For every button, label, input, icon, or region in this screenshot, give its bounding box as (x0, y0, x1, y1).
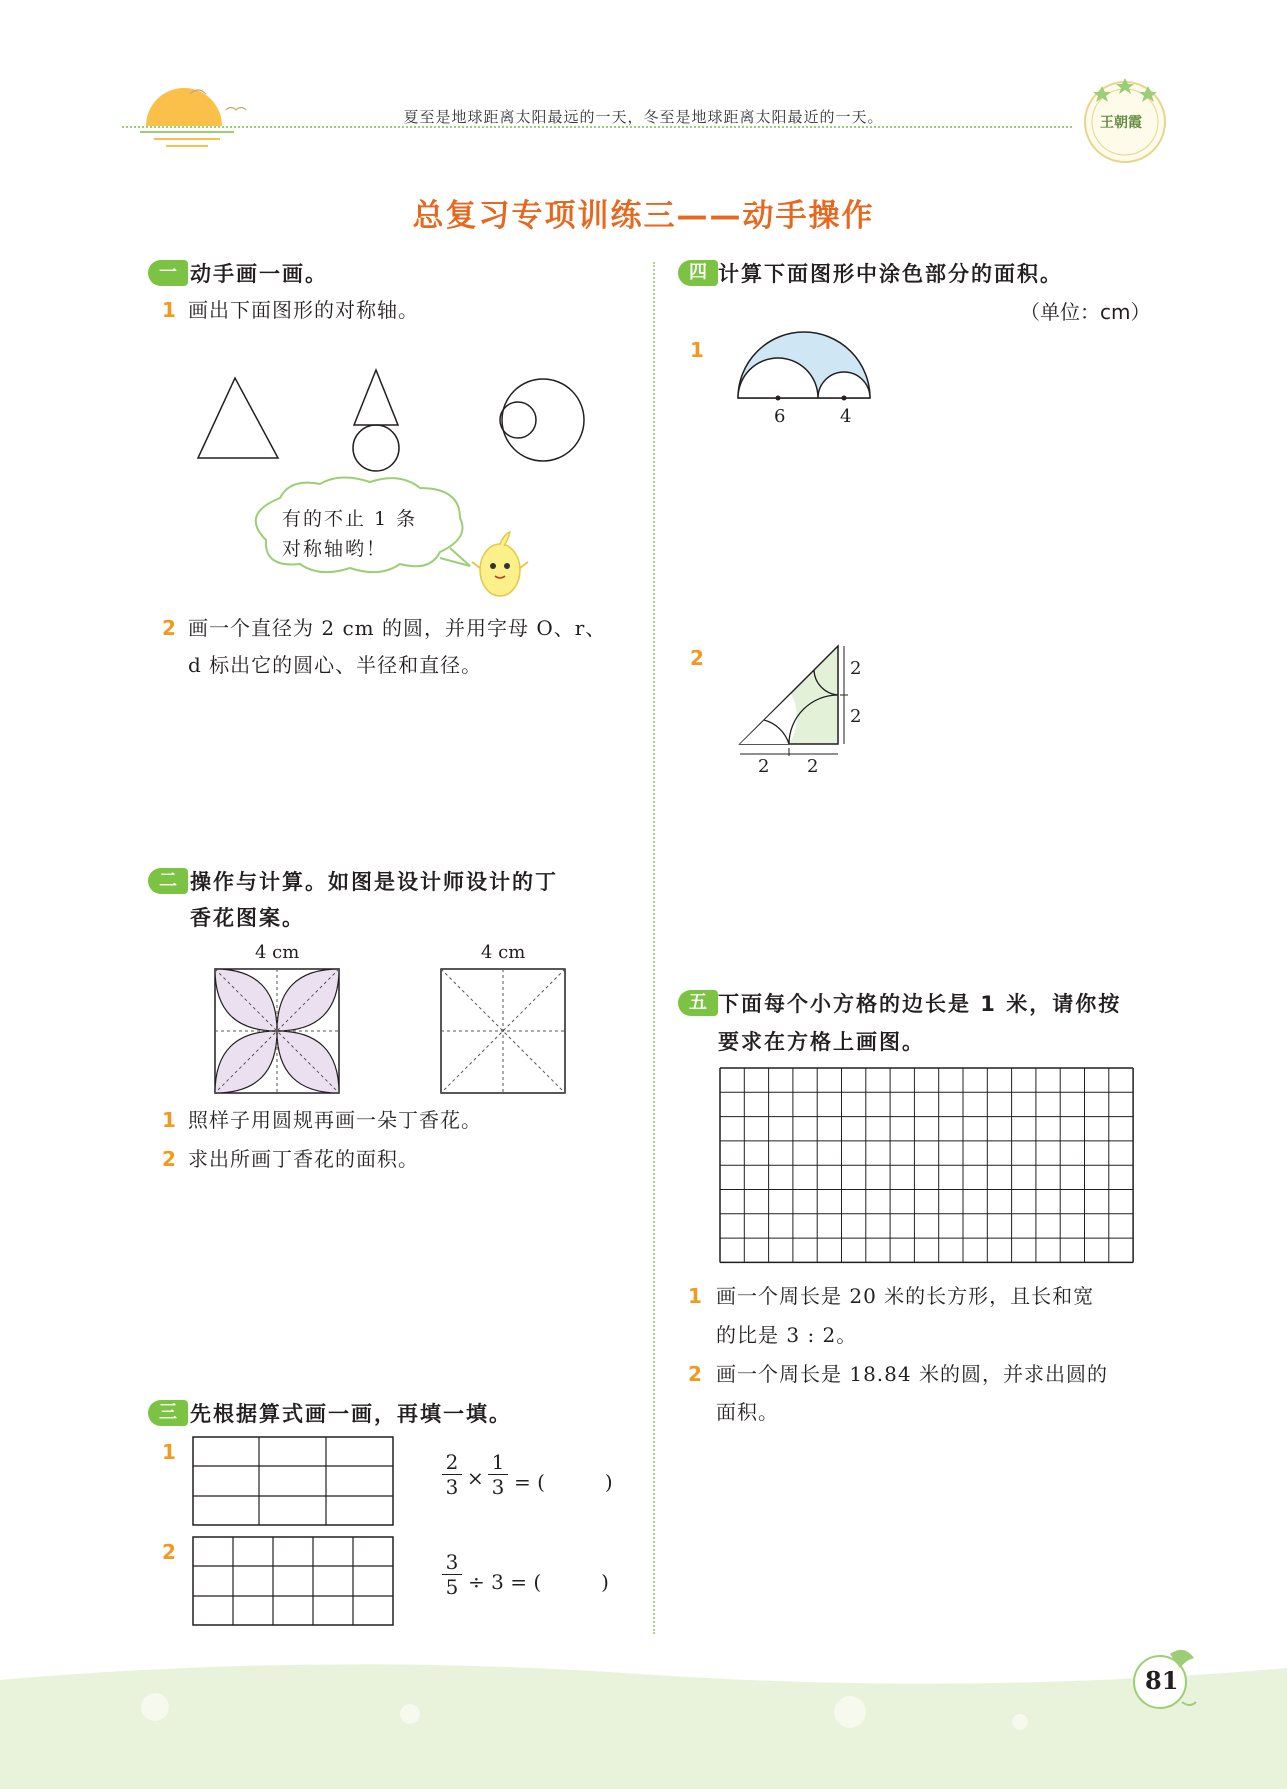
section-2-title-line-1: 操作与计算。如图是设计师设计的丁 (190, 870, 558, 894)
dimension-label: 2 (758, 756, 770, 777)
fraction: 2 3 (442, 1450, 462, 1499)
section-badge-3: 三 (148, 1400, 188, 1426)
section-badge-2: 二 (148, 868, 188, 894)
footer-wave-decoration (0, 1652, 1287, 1789)
section-2-title-line-2: 香花图案。 (190, 906, 305, 930)
bubble-text-line-2: 对称轴哟！ (282, 538, 388, 560)
s1-question-1: 画出下面图形的对称轴。 (188, 298, 419, 322)
section-5-title-line-1: 下面每个小方格的边长是 1 米，请你按 (718, 992, 1122, 1016)
section-3-title: 先根据算式画一画，再填一填。 (190, 1402, 512, 1426)
section-badge-5: 五 (678, 990, 718, 1016)
mascot-icon (470, 528, 530, 604)
size-label: 4 cm (255, 942, 300, 963)
section-1-title: 动手画一画。 (190, 262, 328, 286)
blank-square-figure (440, 968, 566, 1094)
s5-question-1-line-2: 的比是 3 : 2。 (716, 1323, 858, 1347)
dimension-label: 2 (850, 658, 862, 679)
question-number: 2 (690, 646, 704, 670)
triangle-quarter-circles-figure (738, 644, 848, 756)
section-badge-1: 一 (148, 260, 188, 286)
question-number: 1 (162, 1440, 176, 1464)
square-grid-paper[interactable] (719, 1067, 1135, 1263)
s5-question-2-line-2: 面积。 (716, 1400, 779, 1424)
grid-3x3 (192, 1436, 394, 1526)
s5-question-2-line-1: 画一个周长是 18.84 米的圆，并求出圆的 (716, 1362, 1108, 1386)
shapes-symmetry-figures (190, 370, 600, 480)
dimension-label: 4 (840, 406, 852, 427)
section-5-title-line-2: 要求在方格上画图。 (718, 1030, 925, 1054)
question-number: 2 (162, 616, 176, 640)
section-4-title: 计算下面图形中涂色部分的面积。 (718, 262, 1063, 286)
question-number: 1 (688, 1284, 702, 1308)
answer-blank[interactable]: = ( ) (514, 1470, 613, 1494)
dimension-label: 2 (850, 706, 862, 727)
s5-question-1-line-1: 画一个周长是 20 米的长方形，且长和宽 (716, 1284, 1095, 1308)
dimension-label: 6 (774, 406, 786, 427)
s2-question-2: 求出所画丁香花的面积。 (188, 1147, 419, 1171)
unit-label: （单位：cm） (1020, 300, 1151, 324)
s1-question-2-line-1: 画一个直径为 2 cm 的圆，并用字母 O、r、 (188, 616, 607, 640)
s2-question-1: 照样子用圆规再画一朵丁香花。 (188, 1108, 482, 1132)
question-number: 2 (162, 1540, 176, 1564)
page-title: 总复习专项训练三——动手操作 (412, 198, 875, 234)
question-number: 1 (162, 1108, 176, 1132)
fraction: 3 5 (442, 1550, 462, 1599)
size-label: 4 cm (481, 942, 526, 963)
column-divider (653, 262, 655, 1634)
page-number: 81 (1145, 1666, 1179, 1695)
s1-question-2-line-2: d 标出它的圆心、半径和直径。 (188, 653, 483, 677)
section-badge-4: 四 (678, 260, 718, 286)
operator: × (467, 1466, 484, 1490)
question-number: 1 (690, 338, 704, 362)
dimension-label: 2 (807, 756, 819, 777)
question-number: 1 (162, 298, 176, 322)
answer-blank[interactable]: ÷ 3 = ( ) (468, 1570, 609, 1594)
question-number: 2 (162, 1147, 176, 1171)
semicircle-figure (736, 330, 876, 404)
brand-logo-text: 王朝霞 (1100, 115, 1142, 131)
question-number: 2 (688, 1362, 702, 1386)
lilac-flower-figure (214, 968, 340, 1094)
header-quote: 夏至是地球距离太阳最远的一天，冬至是地球距离太阳最近的一天。 (403, 108, 884, 126)
grid-3x5 (192, 1536, 394, 1626)
bubble-text-line-1: 有的不止 1 条 (282, 508, 418, 530)
fraction: 1 3 (488, 1450, 508, 1499)
